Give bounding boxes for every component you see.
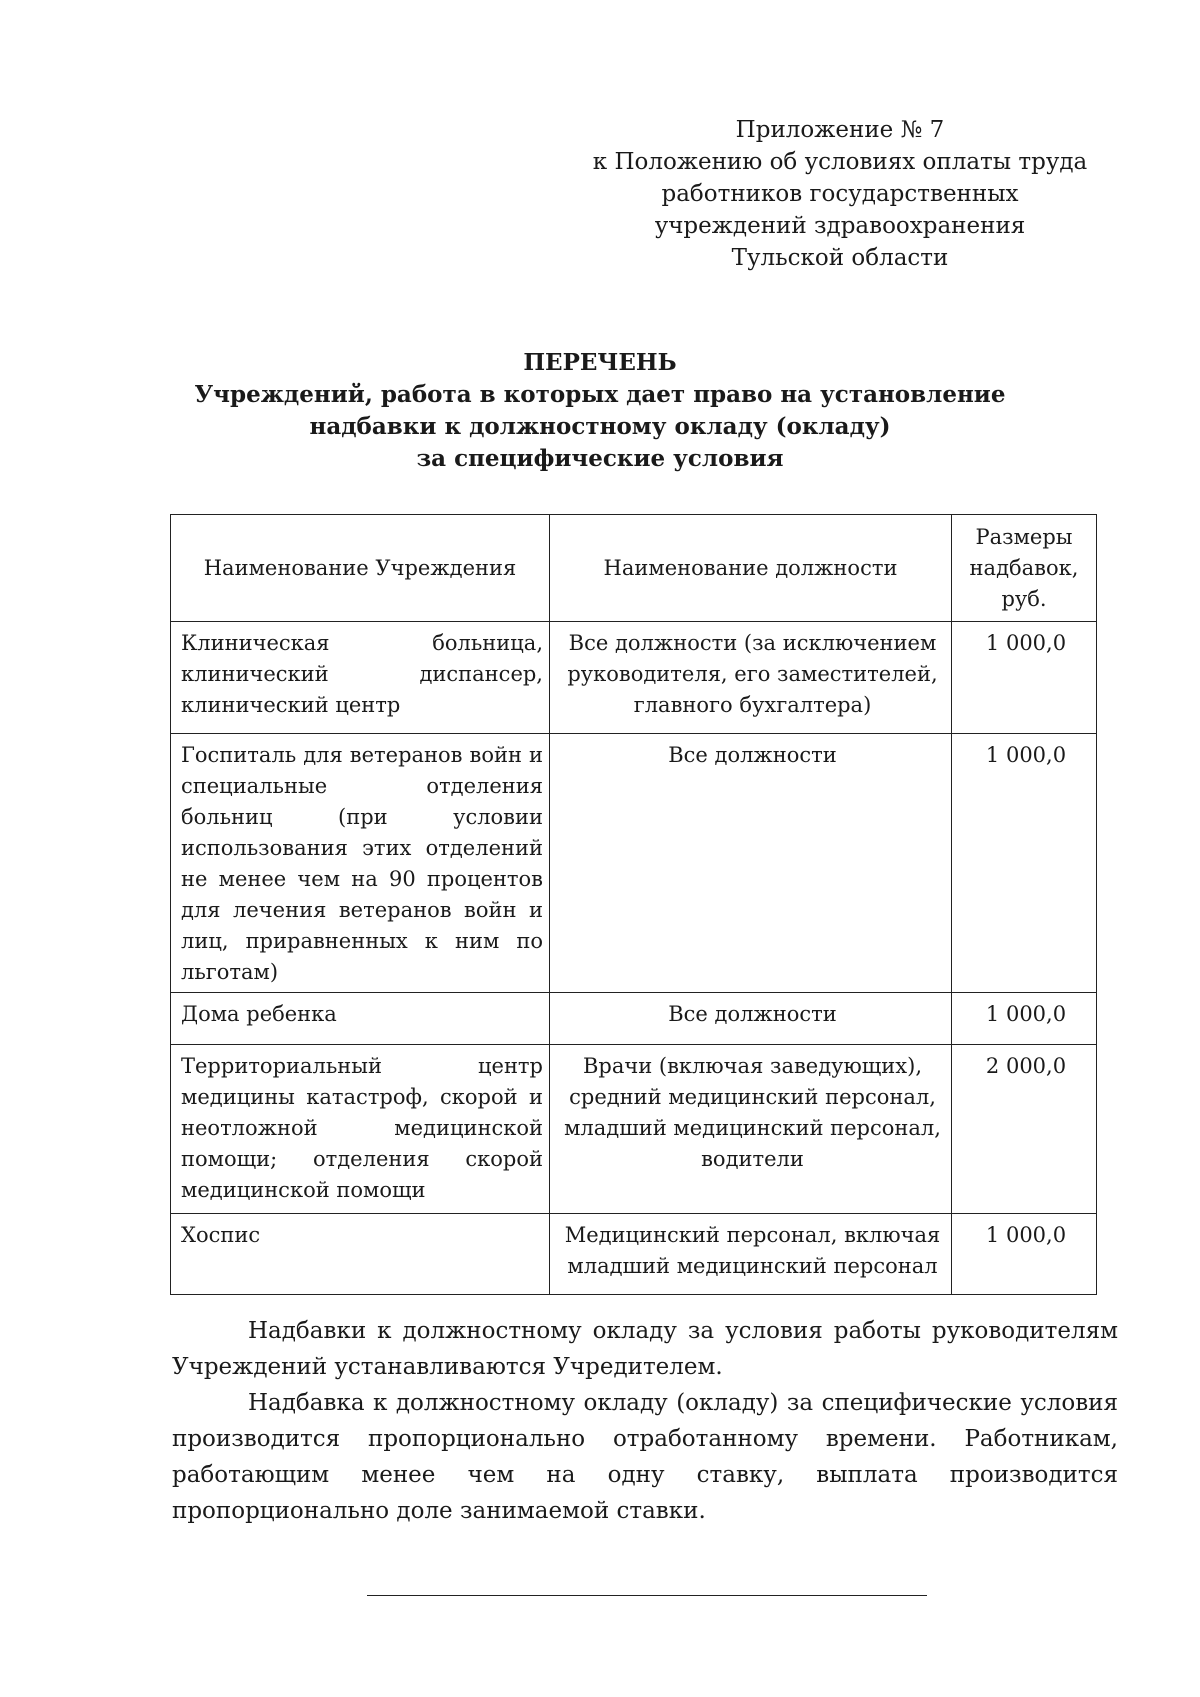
header-amount: Размеры надбавок, руб. — [952, 515, 1097, 622]
cell-amount: 1 000,0 — [952, 993, 1097, 1045]
cell-position: Врачи (включая заведующих), средний медицинский персонал, младший медицинский персонал, водители — [550, 1045, 952, 1214]
title-heading: ПЕРЕЧЕНЬ — [523, 349, 677, 376]
title-line-1: Учреждений, работа в которых дает право на установление — [194, 381, 1006, 408]
cell-amount: 2 000,0 — [952, 1045, 1097, 1214]
table-row — [171, 1045, 1097, 1214]
appendix-line-5: Тульской области — [731, 245, 949, 271]
cell-institution: Территориальный центр медицины катастроф, скорой и неотложной медицинской помощи; отделения скорой медицинской помощи — [171, 1045, 550, 1214]
cell-position: Все должности (за исключением руководителя, его заместителей, главного бухгалтера) — [550, 622, 952, 734]
notes-section — [172, 1313, 1118, 1529]
cell-amount: 1 000,0 — [952, 1214, 1097, 1295]
table-row — [171, 622, 1097, 734]
cell-institution: Госпиталь для ветеранов войн и специальные отделения больниц (при условии использования этих отделений не менее чем на 90 процентов для лечения ветеранов войн и лиц, приравненных к ним по льготам) — [171, 734, 550, 993]
appendix-number: Приложение № 7 — [735, 117, 945, 143]
table-header-row — [171, 515, 1097, 622]
cell-institution: Клиническая больница, клинический диспансер, клинический центр — [171, 622, 550, 734]
note-paragraph-1: Надбавки к должностному окладу за условия работы руководителям Учреждений устанавливаются Учредителем. — [172, 1318, 1118, 1380]
appendix-line-2: к Положению об условиях оплаты труда — [592, 149, 1088, 175]
header-institution: Наименование Учреждения — [171, 515, 550, 622]
cell-position: Медицинский персонал, включая младший медицинский персонал — [550, 1214, 952, 1295]
appendix-line-4: учреждений здравоохранения — [654, 213, 1026, 239]
cell-position: Все должности — [550, 993, 952, 1045]
allowance-table — [170, 514, 1097, 1295]
table-row — [171, 993, 1097, 1045]
cell-institution: Дома ребенка — [171, 993, 550, 1045]
cell-amount: 1 000,0 — [952, 622, 1097, 734]
table-row — [171, 1214, 1097, 1295]
cell-amount: 1 000,0 — [952, 734, 1097, 993]
table-row — [171, 734, 1097, 993]
appendix-line-3: работников государственных — [661, 181, 1019, 207]
header-position: Наименование должности — [550, 515, 952, 622]
cell-institution: Хоспис — [171, 1214, 550, 1295]
title-line-3: за специфические условия — [416, 445, 784, 472]
note-paragraph-2: Надбавка к должностному окладу (окладу) за специфические условия производится пропорционально отработанному времени. Работникам, работающим менее чем на одну ставку, выплата производится пропорционально доле занимаемой ставки. — [172, 1390, 1118, 1524]
title-line-2: надбавки к должностному окладу (окладу) — [309, 413, 891, 440]
cell-position: Все должности — [550, 734, 952, 993]
appendix-reference — [580, 114, 1100, 274]
end-separator-line — [367, 1595, 927, 1596]
document-title — [170, 347, 1030, 475]
